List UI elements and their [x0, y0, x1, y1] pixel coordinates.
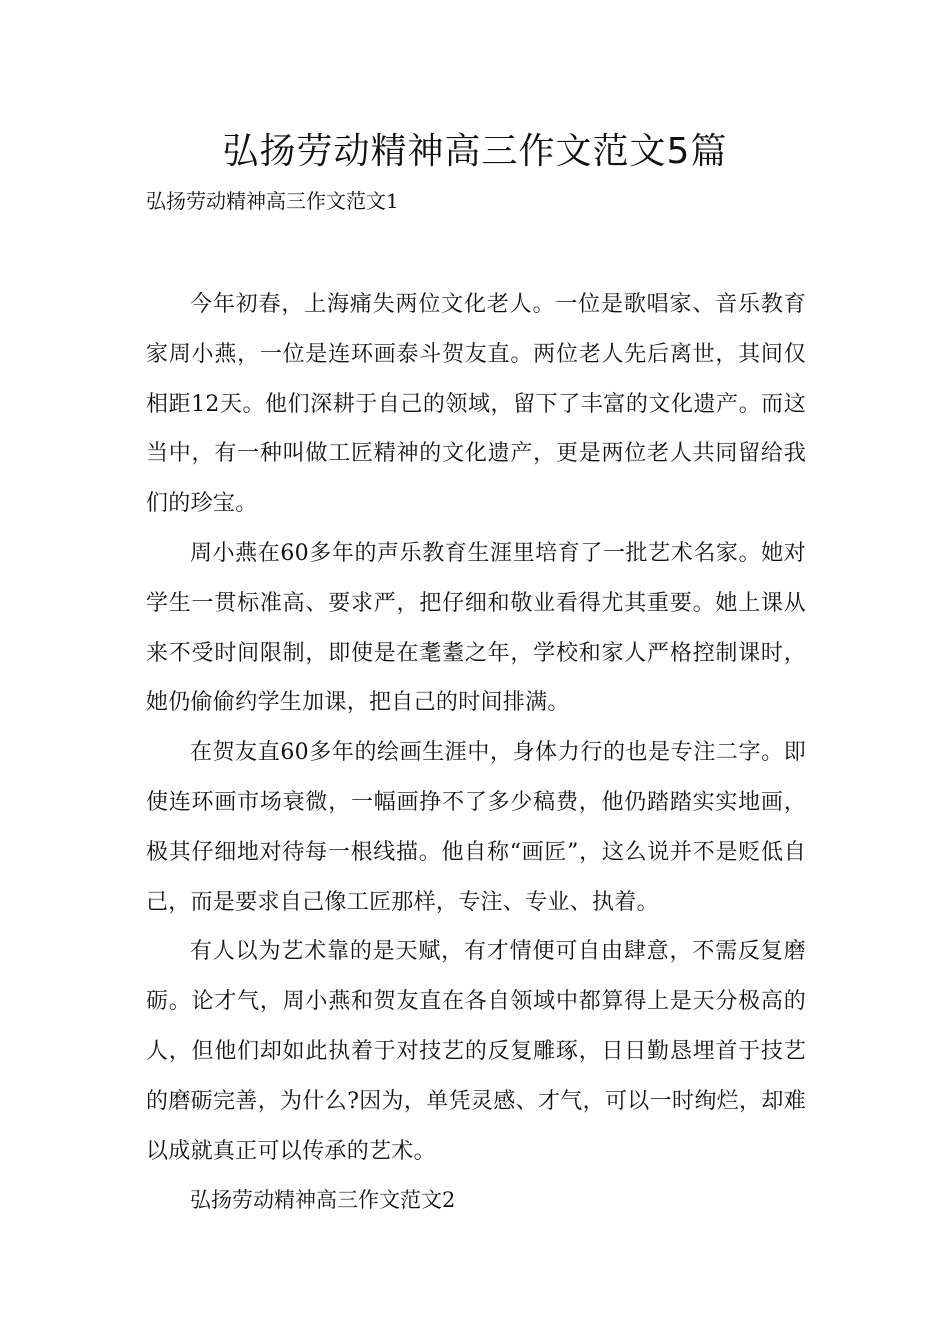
paragraph: 周小燕在60多年的声乐教育生涯里培育了一批艺术名家。她对学生一贯标准高、要求严，把仔细和敬业看得尤其重要。她上课从来不受时间限制，即使是在耄耋之年，学校和家人严格控制课时，她仍偷偷约学生加课，把自己的时间排满。 [146, 540, 806, 716]
paragraph: 在贺友直60多年的绘画生涯中，身体力行的也是专注二字。即使连环画市场衰微，一幅画挣不了多少稿费，他仍踏踏实实地画，极其仔细地对待每一根线描。他自称“画匠”，这么说并不是贬低自己，而是要求自己像工匠那样，专注、专业、执着。 [146, 740, 806, 915]
document-title: 弘扬劳动精神高三作文范文5篇 [222, 131, 728, 172]
paragraph: 今年初春，上海痛失两位文化老人。一位是歌唱家、音乐教育家周小燕，一位是连环画泰斗贺友直。两位老人先后离世，其间仅相距12天。他们深耕于自己的领域，留下了丰富的文化遗产。而这当中，有一种叫做工匠精神的文化遗产，更是两位老人共同留给我们的珍宝。 [146, 292, 806, 517]
essay-1-body [146, 280, 806, 1176]
paragraph: 有人以为艺术靠的是天赋，有才情便可自由肆意，不需反复磨砺。论才气，周小燕和贺友直在各自领域中都算得上是天分极高的人，但他们却如此执着于对技艺的反复雕琢，日日勤恳埋首于技艺的磨砺完善，为什么?因为，单凭灵感、才气，可以一时绚烂，却难以成就真正可以传承的艺术。 [146, 939, 806, 1164]
essay-1-heading: 弘扬劳动精神高三作文范文1 [146, 189, 399, 213]
essay-2-heading: 弘扬劳动精神高三作文范文2 [190, 1188, 456, 1212]
